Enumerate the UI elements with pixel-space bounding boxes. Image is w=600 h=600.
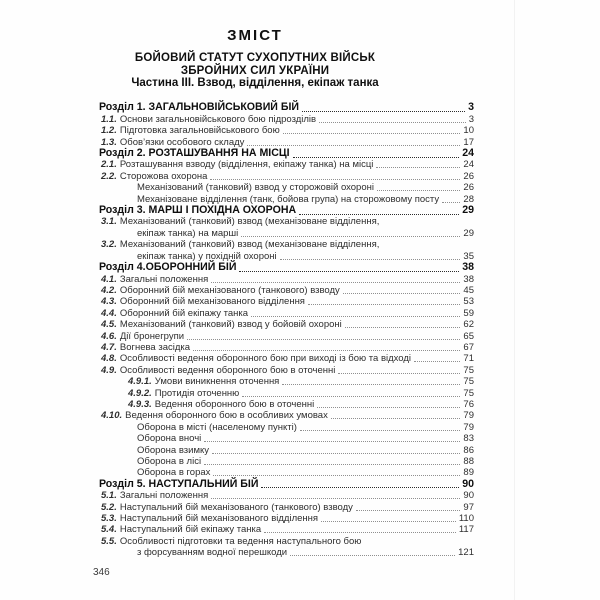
toc-entry-title: Особливості підготовки та ведення наступального бою	[119, 535, 362, 547]
toc-entry-title: Основи загальновійськового бою підрозділів	[119, 113, 317, 125]
toc-entry-page: 121	[458, 547, 474, 559]
toc-header	[0, 27, 510, 90]
toc-entry-page: 26	[463, 182, 474, 194]
toc-entry-title: Оборона в місті (населеному пункті)	[137, 421, 297, 433]
toc-entry-page: 29	[462, 204, 474, 217]
toc-row	[99, 547, 474, 558]
dot-leader	[187, 339, 460, 340]
toc-row	[99, 444, 474, 455]
toc-row	[99, 113, 474, 124]
dot-leader	[264, 532, 456, 533]
toc-entry-number: 4.10.	[101, 410, 123, 422]
toc-entry-title: Оборона в лісі	[137, 456, 202, 467]
toc-entry-page: 65	[463, 330, 474, 342]
toc-row	[99, 353, 474, 364]
dot-leader	[317, 407, 460, 408]
toc-entry-title: Механізований (танковий) взвод у сторожовій охороні	[137, 182, 374, 194]
dot-leader	[343, 293, 461, 294]
toc-entry-title: Оборонний бій механізованого відділення	[119, 296, 305, 308]
toc-entry-page: 53	[463, 296, 474, 308]
toc-entry-title: з форсуванням водної перешкоди	[137, 547, 288, 559]
toc-entry-number: 5.3.	[101, 513, 117, 525]
toc-entry-page: 88	[463, 456, 474, 467]
dot-leader	[212, 453, 460, 454]
toc-entry-title: Обов’язки особового складу	[119, 136, 245, 148]
toc-entry-number: 5.2.	[101, 501, 117, 513]
toc-entry-title: Оборонний бій екіпажу танка	[119, 307, 249, 319]
document-title-line2: ЗБРОЙНИХ СИЛ УКРАЇНИ	[180, 64, 330, 77]
toc-entry-title: Загальні положення	[119, 490, 209, 502]
toc-entry-page: 26	[463, 170, 474, 182]
dot-leader	[211, 498, 460, 499]
dot-leader	[242, 396, 460, 397]
toc-entry-title: Механізований (танковий) взвод у бойовій охороні	[119, 319, 342, 331]
toc-row	[99, 227, 474, 238]
toc-entry-page: 89	[463, 467, 474, 479]
dot-leader	[442, 202, 460, 203]
dot-leader	[204, 464, 460, 465]
toc-entry-number: 2.1.	[101, 159, 117, 171]
toc-row	[99, 342, 474, 353]
toc-row	[99, 136, 474, 147]
toc-entry-number: 4.1.	[101, 273, 117, 285]
toc-row	[99, 433, 474, 444]
toc-row	[99, 148, 474, 159]
toc-entry-page: 3	[468, 113, 474, 125]
toc-row	[99, 490, 474, 501]
dot-leader	[213, 475, 460, 476]
toc-row	[99, 501, 474, 512]
toc-row	[99, 250, 474, 261]
toc-entry-title: Оборонний бій механізованого (танкового) взводу	[119, 284, 340, 296]
toc-entry-number: 3.2.	[101, 239, 117, 251]
toc-row	[99, 296, 474, 307]
toc-entry-page: 38	[463, 273, 474, 285]
toc-entry-page: 45	[463, 284, 474, 296]
toc-entry-number: 5.1.	[101, 490, 117, 502]
dot-leader	[376, 167, 460, 168]
toc-entry-title: екіпаж танка) на марші	[137, 227, 239, 239]
toc-entry-title: Механізоване відділення (танк, бойова група) на сторожовому посту	[137, 193, 440, 205]
dot-leader	[283, 133, 461, 134]
toc-row	[99, 273, 474, 284]
toc-entry-number: 4.7.	[101, 341, 117, 353]
toc-entry-title: Розділ 5. НАСТУПАЛЬНИЙ БІЙ	[99, 477, 259, 490]
toc-row	[99, 102, 474, 113]
toc-entry-number: 4.5.	[101, 319, 117, 331]
toc-row	[99, 330, 474, 341]
toc-entry-title: Оборона вночі	[137, 433, 202, 445]
toc-row	[99, 262, 474, 273]
toc-row	[99, 239, 474, 250]
toc-entry-number: 4.9.2.	[128, 387, 152, 399]
toc-entry-title: Розділ 4.ОБОРОННИЙ БІЙ	[99, 261, 237, 274]
toc-entry-number: 1.1.	[101, 113, 117, 125]
page-edge-line	[514, 0, 515, 600]
toc-row	[99, 376, 474, 387]
toc-entry-page: 10	[463, 125, 474, 137]
toc-entry-title: Умови виникнення оточення	[154, 376, 280, 388]
toc-entry-page: 79	[463, 410, 474, 422]
toc-row	[99, 535, 474, 546]
toc-row	[99, 216, 474, 227]
dot-leader	[414, 361, 460, 362]
dot-leader	[319, 122, 466, 123]
dot-leader	[290, 555, 455, 556]
toc-row	[99, 125, 474, 136]
toc-entry-title: Наступальний бій механізованого відділення	[119, 513, 319, 525]
toc-entry-number: 4.4.	[101, 307, 117, 319]
toc-entry-number: 2.2.	[101, 170, 117, 182]
toc-entry-title: Ведення оборонного бою в оточенні	[154, 398, 315, 410]
toc-row	[99, 182, 474, 193]
dot-leader	[356, 510, 461, 511]
toc-entry-page: 97	[463, 501, 474, 513]
dot-leader	[261, 487, 459, 488]
toc-entry-number: 4.8.	[101, 353, 117, 365]
toc-row	[99, 421, 474, 432]
dot-leader	[211, 282, 460, 283]
toc-entry-title: Розділ 2. РОЗТАШУВАННЯ НА МІСЦІ	[99, 147, 290, 160]
toc-entry-page: 24	[463, 159, 474, 171]
dot-leader	[239, 271, 459, 272]
toc-entry-title: Розташування взводу (відділення, екіпажу танка) на місці	[119, 159, 374, 171]
toc-entry-title: Загальні положення	[119, 273, 209, 285]
toc-row	[99, 456, 474, 467]
dot-leader	[293, 157, 460, 158]
toc-entry-number: 4.9.3.	[128, 398, 152, 410]
toc-row	[99, 193, 474, 204]
toc-entry-page: 75	[463, 387, 474, 399]
toc-row	[99, 159, 474, 170]
toc-entry-title: Наступальний бій екіпажу танка	[119, 524, 262, 536]
toc-entry-page: 24	[462, 147, 474, 160]
toc-entry-title: екіпаж танка) у похідній охороні	[137, 250, 277, 262]
dot-leader	[299, 214, 459, 215]
toc-entry-page: 35	[463, 250, 474, 262]
toc-row	[99, 410, 474, 421]
dot-leader	[331, 418, 461, 419]
dot-leader	[321, 521, 456, 522]
toc-row	[99, 467, 474, 478]
dot-leader	[282, 384, 460, 385]
dot-leader	[193, 350, 460, 351]
dot-leader	[280, 259, 461, 260]
toc-row	[99, 524, 474, 535]
toc-entry-page: 117	[458, 524, 474, 536]
toc-row	[99, 319, 474, 330]
toc-row	[99, 478, 474, 489]
toc-entry-title: Оборона в горах	[137, 467, 211, 479]
dot-leader	[241, 236, 460, 237]
toc-entry-number: 4.9.	[101, 364, 117, 376]
toc-title: ЗМІСТ	[227, 27, 283, 44]
toc-entry-title: Ведення оборонного бою в особливих умовах	[125, 410, 328, 422]
dot-leader	[377, 190, 460, 191]
toc-row	[99, 513, 474, 524]
toc-entry-title: Механізований (танковий) взвод (механізоване відділення,	[119, 239, 380, 251]
dot-leader	[345, 327, 461, 328]
dot-leader	[247, 145, 460, 146]
toc-entry-page: 90	[462, 477, 474, 490]
document-title-line1: БОЙОВИЙ СТАТУТ СУХОПУТНИХ ВІЙСЬК	[134, 52, 376, 64]
dot-leader	[251, 316, 460, 317]
dot-leader	[338, 373, 460, 374]
toc-entry-number: 4.9.1.	[128, 376, 152, 388]
toc-entry-title: Механізований (танковий) взвод (механізоване відділення,	[119, 216, 380, 228]
toc-entry-page: 38	[462, 261, 474, 274]
part-subtitle: Частина III. Взвод, відділення, екіпаж танка	[131, 77, 379, 89]
toc-entry-title: Протидія оточенню	[154, 387, 240, 399]
toc-row	[99, 205, 474, 216]
toc-entry-page: 75	[463, 364, 474, 376]
toc-row	[99, 285, 474, 296]
toc-entry-title: Розділ 3. МАРШ І ПОХІДНА ОХОРОНА	[99, 204, 297, 217]
toc-entry-page: 29	[463, 227, 474, 239]
toc-entry-title: Підготовка загальновійськового бою	[119, 125, 280, 137]
toc-entry-page: 62	[463, 319, 474, 331]
page-number: 346	[93, 567, 110, 578]
toc-row	[99, 387, 474, 398]
toc-entry-page: 59	[463, 307, 474, 319]
toc-entry-title: Дії бронегрупи	[119, 330, 185, 342]
toc-entry-page: 90	[463, 490, 474, 502]
toc-entry-title: Особливості ведення оборонного бою в оточенні	[119, 364, 336, 376]
toc-entry-number: 1.3.	[101, 136, 117, 148]
toc-row	[99, 170, 474, 181]
toc-row	[99, 364, 474, 375]
toc-entry-number: 1.2.	[101, 125, 117, 137]
toc-entry-number: 5.5.	[101, 535, 117, 547]
toc-entry-page: 83	[463, 433, 474, 445]
document-title	[0, 52, 510, 77]
toc-row	[99, 307, 474, 318]
dot-leader	[302, 111, 465, 112]
dot-leader	[210, 179, 460, 180]
toc-entry-page: 110	[458, 513, 474, 525]
toc-entry-page: 79	[463, 421, 474, 433]
toc-entry-number: 4.2.	[101, 284, 117, 296]
dot-leader	[308, 304, 460, 305]
dot-leader	[300, 430, 461, 431]
toc-entry-page: 28	[463, 193, 474, 205]
toc-entry-number: 4.6.	[101, 330, 117, 342]
toc-entry-number: 5.4.	[101, 524, 117, 536]
toc-entry-title: Особливості ведення оборонного бою при виході із бою та відході	[119, 353, 412, 365]
toc-entry-page: 86	[463, 444, 474, 456]
toc-entry-title: Вогнева засідка	[119, 341, 191, 353]
toc-entry-page: 67	[463, 341, 474, 353]
toc-row	[99, 399, 474, 410]
toc-entry-page: 71	[463, 353, 474, 365]
toc-entry-page: 76	[463, 398, 474, 410]
toc-entry-page: 3	[468, 101, 474, 114]
toc-entry-number: 4.3.	[101, 296, 117, 308]
toc-entry-title: Оборона взимку	[137, 444, 209, 456]
toc-list	[99, 102, 474, 558]
toc-entry-page: 17	[463, 136, 474, 148]
toc-entry-title: Розділ 1. ЗАГАЛЬНОВІЙСЬКОВИЙ БІЙ	[99, 101, 300, 114]
toc-entry-title: Наступальний бій механізованого (танкового) взводу	[119, 501, 353, 513]
toc-entry-page: 75	[463, 376, 474, 388]
dot-leader	[204, 441, 460, 442]
toc-entry-number: 3.1.	[101, 216, 117, 228]
toc-entry-title: Сторожова охорона	[119, 170, 208, 182]
